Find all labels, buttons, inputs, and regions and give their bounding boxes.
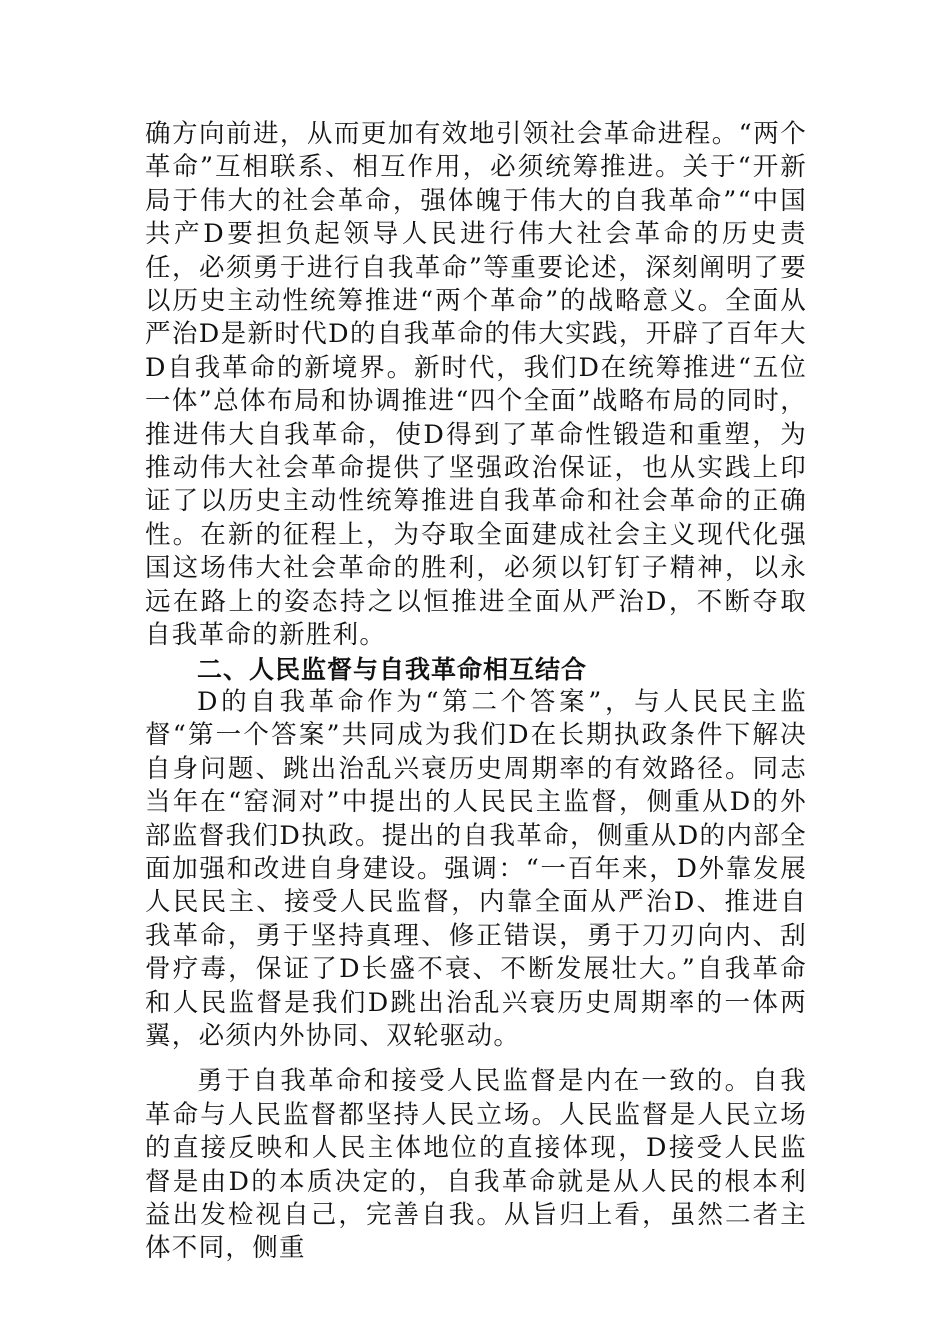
body-paragraph-3: 勇于自我革命和接受人民监督是内在一致的。自我革命与人民监督都坚持人民立场。人民监督是人民立场的直接反映和人民主体地位的直接体现，D接受人民监督是由D的本质决定的，自我革命就是从人民的根本利益出发检视自己，完善自我。从旨归上看，虽然二者主体不同，侧重 — [145, 1066, 807, 1264]
document-body — [145, 118, 807, 1266]
section-heading: 二、人民监督与自我革命相互结合 — [197, 654, 588, 684]
body-paragraph-1: 确方向前进，从而更加有效地引领社会革命进程。“两个革命”互相联系、相互作用，必须统筹推进。关于“开新局于伟大的社会革命，强体魄于伟大的自我革命”“中国共产D要担负起领导人民进行伟大社会革命的历史责任，必须勇于进行自我革命”等重要论述，深刻阐明了要以历史主动性统筹推进“两个革命”的战略意义。全面从严治D是新时代D的自我革命的伟大实践，开辟了百年大D自我革命的新境界。新时代，我们D在统筹推进“五位一体”总体布局和协调推进“四个全面”战略布局的同时，推进伟大自我革命，使D得到了革命性锻造和重塑，为推动伟大社会革命提供了坚强政治保证，也从实践上印证了以历史主动性统筹推进自我革命和社会革命的正确性。在新的征程上，为夺取全面建成社会主义现代化强国这场伟大社会革命的胜利，必须以钉钉子精神，以永远在路上的姿态持之以恒推进全面从严治D，不断夺取自我革命的新胜利。 — [145, 119, 807, 651]
body-paragraph-2: D的自我革命作为“第二个答案”，与人民民主监督“第一个答案”共同成为我们D在长期执政条件下解决自身问题、跳出治乱兴衰历史周期率的有效路径。同志当年在“窑洞对”中提出的人民民主监督，侧重从D的外部监督我们D执政。提出的自我革命，侧重从D的内部全面加强和改进自身建设。强调：“一百年来，D外靠发展人民民主、接受人民监督，内靠全面从严治D、推进自我革命，勇于坚持真理、修正错误，勇于刀刃向内、刮骨疗毒，保证了D长盛不衰、不断发展壮大。”自我革命和人民监督是我们D跳出治乱兴衰历史周期率的一体两翼，必须内外协同、双轮驱动。 — [145, 686, 807, 1051]
